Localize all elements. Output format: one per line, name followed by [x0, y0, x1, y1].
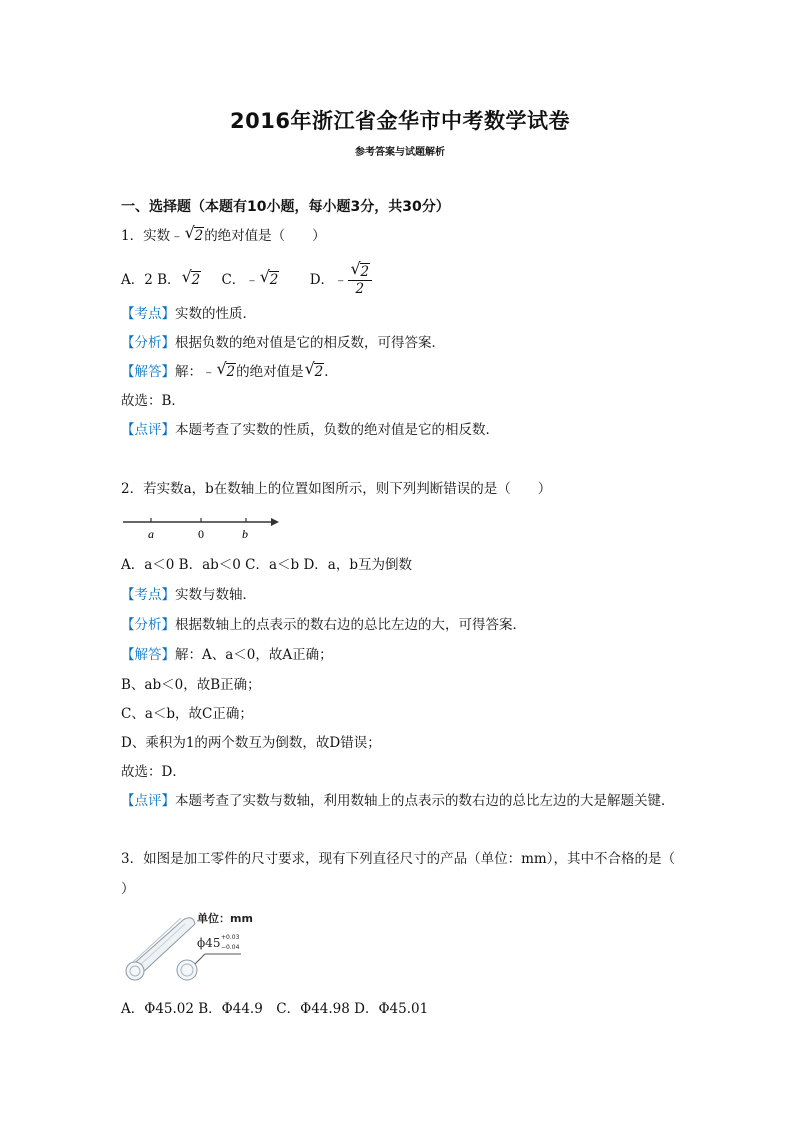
- jieda-tag: 【解答】: [121, 364, 175, 380]
- axis-label-b: b: [242, 527, 248, 541]
- sqrt-symbol: √ 2: [181, 267, 201, 288]
- jieda-text: 解：﹣: [175, 364, 216, 380]
- q1-stem-post: 的绝对值是（ ）: [204, 228, 326, 244]
- q1-dianping: [121, 421, 499, 439]
- q2-fenxi: [121, 616, 526, 634]
- q1-stem: [121, 223, 326, 245]
- axis-label-a: a: [148, 527, 154, 541]
- q2-stem: 2．若实数a，b在数轴上的位置如图所示，则下列判断错误的是（ ）: [121, 481, 552, 497]
- fenxi-tag: 【分析】: [121, 335, 175, 351]
- q1-answer: 故选：B．: [121, 393, 185, 409]
- q2-line-d: D、乘积为1的两个数互为倒数，故D错误；: [121, 735, 381, 751]
- q2-line-c: C、a＜b，故C正确；: [121, 706, 253, 722]
- figure-unit-label: 单位：mm: [197, 912, 253, 925]
- dianping-text: 本题考查了实数与数轴，利用数轴上的点表示的数右边的总比左边的大是解题关键．: [175, 793, 675, 809]
- jieda-end: ．: [324, 364, 338, 380]
- q1-options: [121, 259, 372, 304]
- dianping-text: 本题考查了实数的性质，负数的绝对值是它的相反数．: [175, 422, 499, 438]
- q3-stem: 3．如图是加工零件的尺寸要求，现有下列直径尺寸的产品（单位：mm），其中不合格的是（: [121, 851, 675, 867]
- part-figure: [121, 908, 261, 984]
- jieda-text: 解：A、a＜0，故A正确；: [175, 647, 333, 663]
- sqrt-symbol: √ 2: [184, 223, 204, 244]
- cylinder-end: [126, 962, 144, 980]
- kaodian-tag: 【考点】: [121, 587, 175, 603]
- q2-dianping: [121, 792, 675, 810]
- q1-jieda: [121, 359, 338, 381]
- sqrt-symbol: √ 2: [304, 359, 324, 380]
- q2-options: A．a＜0 B．ab＜0 C．a＜b D．a，b互为倒数: [121, 557, 412, 573]
- q3-stem-continued: ）: [121, 881, 135, 897]
- fenxi-text: 根据数轴上的点表示的数右边的总比左边的大，可得答案．: [175, 617, 526, 633]
- kaodian-text: 实数的性质．: [175, 306, 256, 322]
- leader-line: [195, 954, 205, 964]
- tolerance-upper: +0.03: [221, 934, 240, 941]
- kaodian-text: 实数与数轴．: [175, 587, 256, 603]
- fraction: √ 2 2: [348, 264, 373, 297]
- q1-stem-text: 1．实数﹣: [121, 228, 184, 244]
- sqrt-symbol: √ 2: [259, 267, 279, 288]
- q1-fenxi: [121, 334, 445, 352]
- fenxi-tag: 【分析】: [121, 617, 175, 633]
- section-heading: 一、选择题（本题有10小题，每小题3分，共30分）: [121, 199, 450, 215]
- jieda-mid: 的绝对值是: [236, 364, 304, 380]
- dianping-tag: 【点评】: [121, 422, 175, 438]
- tolerance-lower: −0.04: [221, 944, 240, 951]
- jieda-tag: 【解答】: [121, 647, 175, 663]
- number-line-figure: [121, 512, 281, 542]
- cross-section-circle: [177, 960, 197, 980]
- fenxi-text: 根据负数的绝对值是它的相反数，可得答案．: [175, 335, 445, 351]
- q1-option-d: D．﹣: [309, 272, 348, 288]
- page-title: 2016年浙江省金华市中考数学试卷: [230, 109, 570, 133]
- axis-label-0: 0: [198, 527, 204, 541]
- q1-option-a: A．2 B．: [121, 272, 181, 288]
- q1-option-c: C．﹣: [221, 272, 259, 288]
- q1-kaodian: [121, 305, 256, 323]
- q2-answer: 故选：D．: [121, 764, 186, 780]
- q3-options: A．Φ45.02 B．Φ44.9 C．Φ44.98 D．Φ45.01: [121, 1001, 429, 1017]
- figure-dimension: ϕ45: [197, 936, 221, 950]
- sqrt-symbol: √ 2: [216, 359, 236, 380]
- kaodian-tag: 【考点】: [121, 306, 175, 322]
- number-line-arrow: [271, 518, 279, 526]
- cylinder-shade: [139, 924, 185, 966]
- q2-kaodian: [121, 586, 256, 604]
- dianping-tag: 【点评】: [121, 793, 175, 809]
- page-subtitle: 参考答案与试题解析: [355, 147, 445, 158]
- q2-jieda: [121, 646, 333, 664]
- q2-line-b: B、ab＜0，故B正确；: [121, 677, 261, 693]
